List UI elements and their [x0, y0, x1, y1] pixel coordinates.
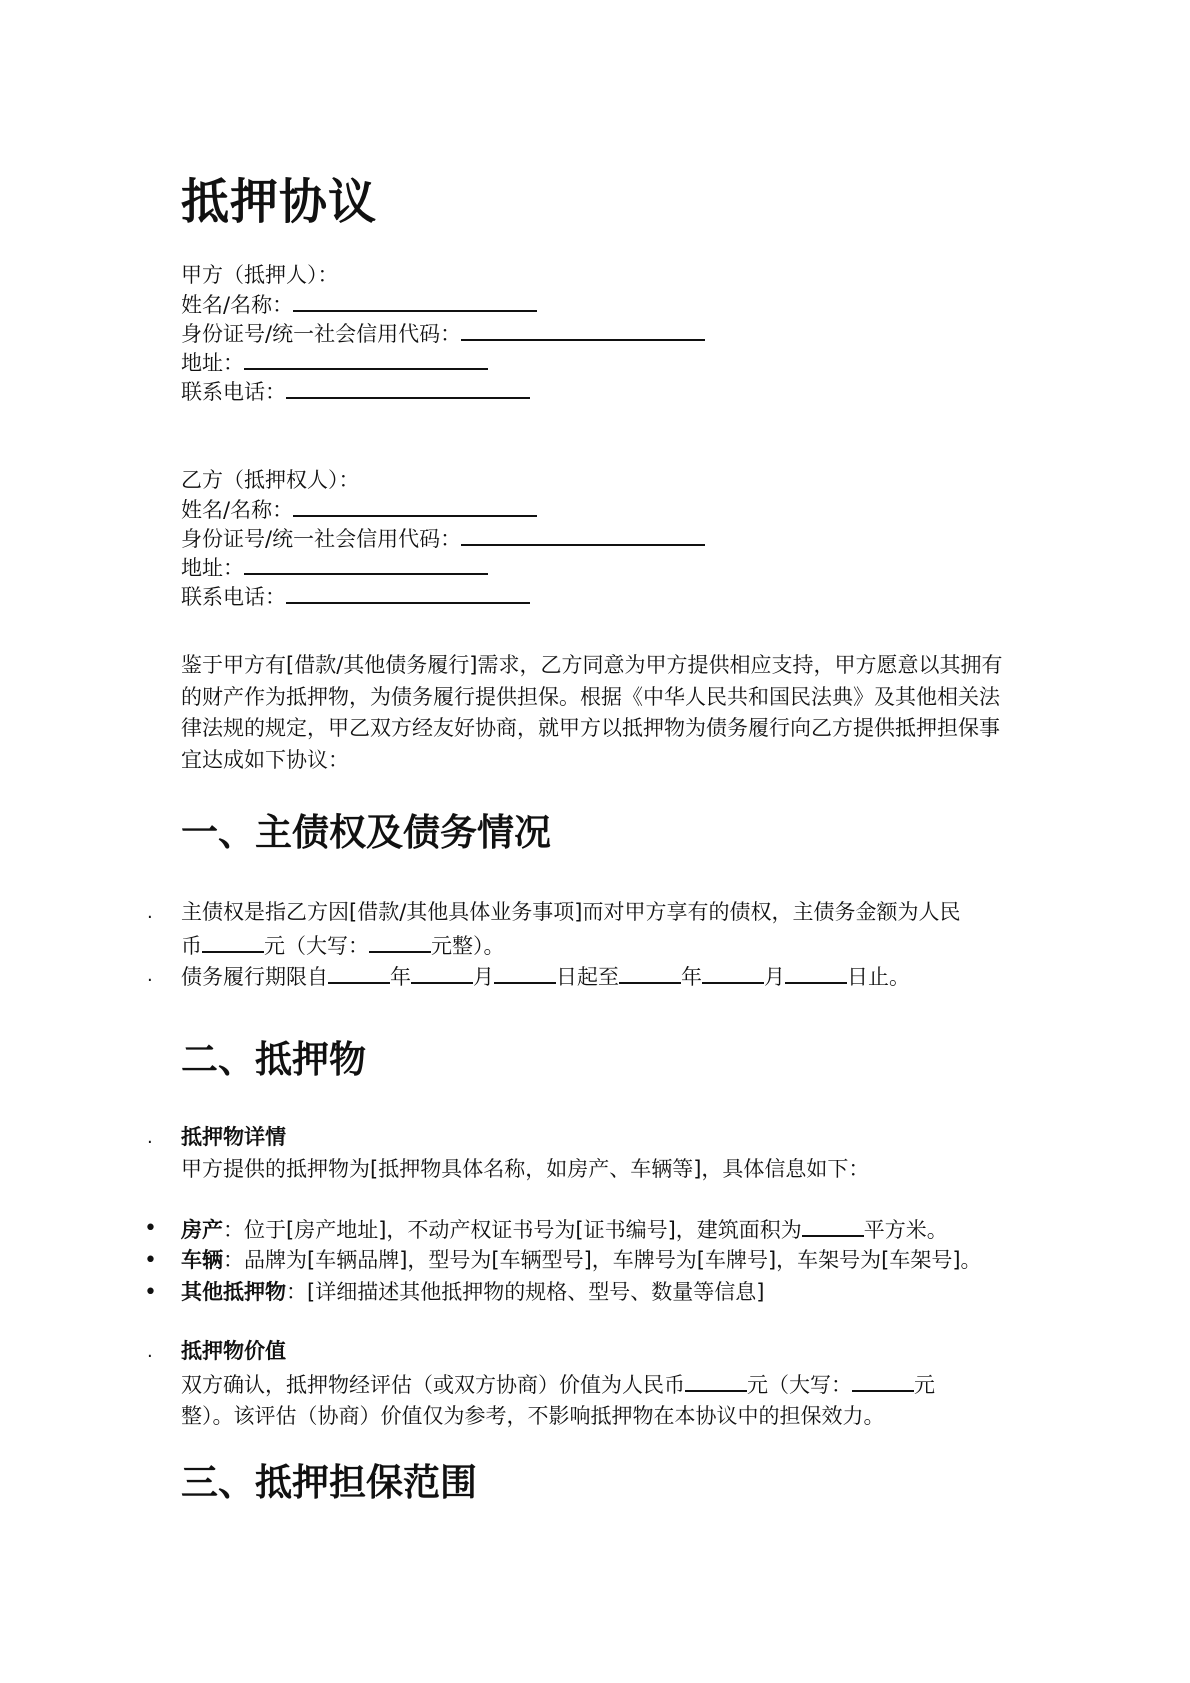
- section-1-heading: 一、主债权及债务情况: [181, 811, 551, 854]
- section-1-item-1-text: 主债权是指乙方因[借款/其他具体业务事项]而对甲方享有的债权，主债务金额为人民: [181, 900, 961, 924]
- value-words-blank: [852, 1368, 914, 1392]
- start-month-blank: [411, 960, 473, 984]
- bullet-marker: •: [144, 1248, 157, 1273]
- party-b-address-blank: [244, 551, 488, 575]
- amount-blank: [202, 929, 264, 953]
- party-b-heading: 乙方（抵押权人）：: [181, 468, 360, 492]
- party-a-name-label: 姓名/名称：: [181, 293, 294, 317]
- list-marker: .: [147, 902, 153, 923]
- start-year-blank: [328, 960, 390, 984]
- intro-paragraph: 鉴于甲方有[借款/其他债务履行]需求，乙方同意为甲方提供相应支持，甲方愿意以其拥有的财产作为抵押物，为债务履行提供担保。根据《中华人民共和国民法典》及其他相关法律法规的规定，甲乙双方经友好协商，就甲方以抵押物为债务履行向乙方提供抵押担保事宜达成如下协议：: [181, 653, 1003, 772]
- collateral-details-text: 甲方提供的抵押物为[抵押物具体名称，如房产、车辆等]，具体信息如下：: [181, 1156, 870, 1181]
- party-b-address-label: 地址：: [181, 556, 244, 580]
- start-day-blank: [494, 960, 556, 984]
- list-marker: .: [147, 1341, 153, 1362]
- party-a-phone-label: 联系电话：: [181, 380, 286, 404]
- party-a-id-label: 身份证号/统一社会信用代码：: [181, 322, 462, 346]
- section-3-heading: 三、抵押担保范围: [181, 1461, 477, 1504]
- end-day-blank: [785, 960, 847, 984]
- amount-words-blank: [369, 929, 431, 953]
- end-year-blank: [619, 960, 681, 984]
- list-marker: .: [147, 965, 153, 986]
- party-b-phone-row: [181, 580, 530, 613]
- party-a-address-blank: [244, 346, 488, 370]
- value-blank: [685, 1368, 747, 1392]
- collateral-value-title: 抵押物价值: [181, 1339, 286, 1363]
- party-a-heading: 甲方（抵押人）：: [181, 263, 339, 287]
- party-a-name-blank: [293, 288, 537, 312]
- list-marker: .: [147, 1127, 153, 1148]
- bullet-marker: •: [144, 1280, 157, 1305]
- bullet-marker: •: [144, 1216, 157, 1241]
- party-b-name-blank: [293, 493, 537, 517]
- party-a-phone-row: [181, 375, 530, 408]
- party-a-phone-blank: [286, 375, 530, 399]
- end-month-blank: [702, 960, 764, 984]
- party-b-id-label: 身份证号/统一社会信用代码：: [181, 527, 462, 551]
- party-b-name-label: 姓名/名称：: [181, 498, 294, 522]
- section-2-heading: 二、抵押物: [181, 1038, 366, 1081]
- party-b-id-blank: [461, 522, 705, 546]
- document-title: 抵押协议: [181, 174, 378, 230]
- party-b-phone-label: 联系电话：: [181, 585, 286, 609]
- party-a-id-blank: [461, 317, 705, 341]
- collateral-details-title: 抵押物详情: [181, 1125, 286, 1149]
- area-blank: [802, 1213, 864, 1237]
- party-b-phone-blank: [286, 580, 530, 604]
- party-a-address-label: 地址：: [181, 351, 244, 375]
